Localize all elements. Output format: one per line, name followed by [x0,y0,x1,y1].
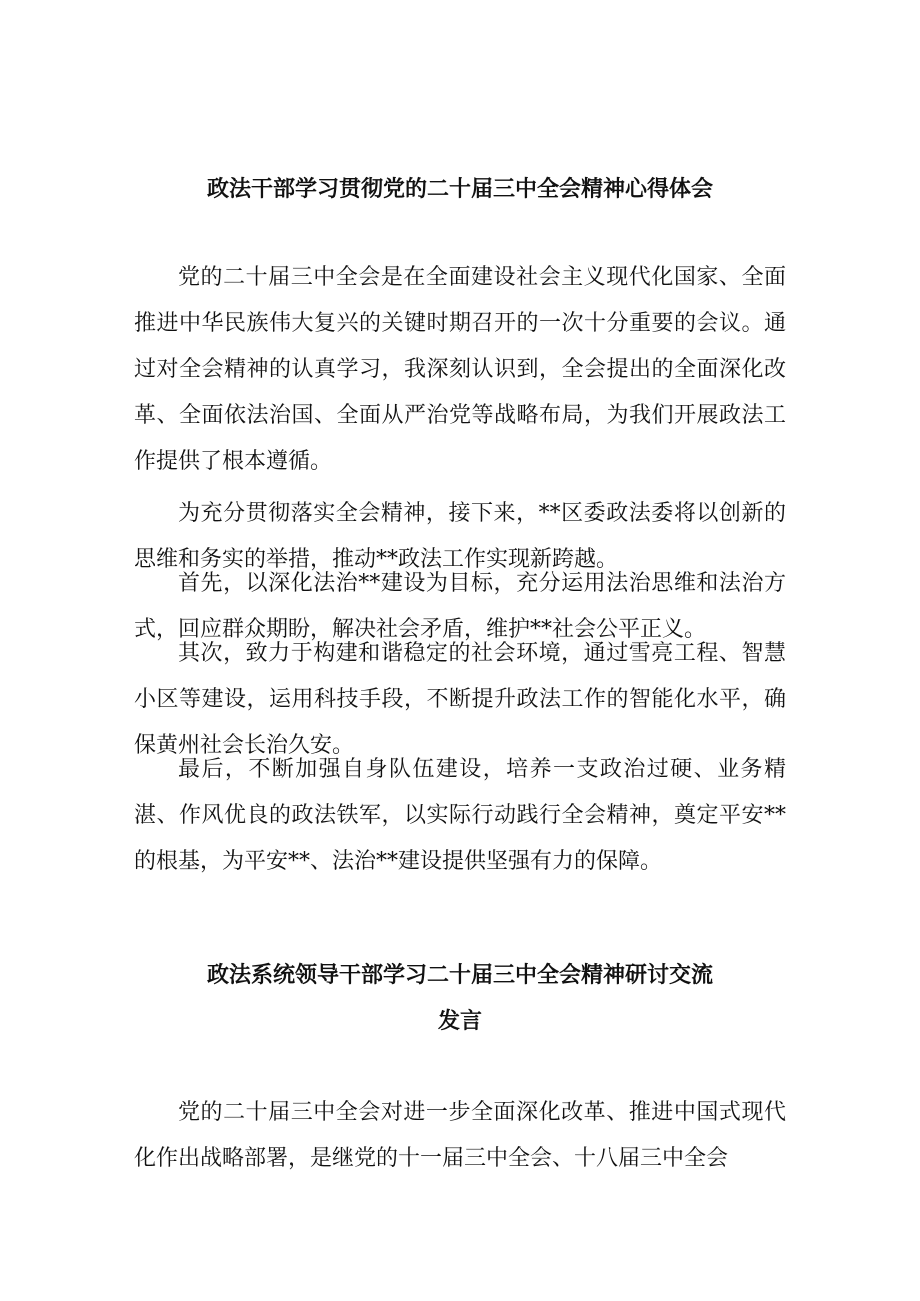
article-1-paragraph-3: 首先，以深化法治**建设为目标，充分运用法治思维和法治方式，回应群众期盼，解决社会矛盾，维护**社会公平正义。 [134,571,786,642]
article-1-paragraph-5: 最后，不断加强自身队伍建设，培养一支政治过硬、业务精湛、作风优良的政法铁军，以实际行动践行全会精神，奠定平安**的根基，为平安**、法治**建设提供坚强有力的保障。 [134,757,786,874]
article-2-title-line-2: 发言 [437,1008,482,1034]
article-2-title-line-1: 政法系统领导干部学习二十届三中全会精神研讨交流 [206,962,713,988]
article-1-paragraph-4: 其次，致力于构建和谐稳定的社会环境，通过雪亮工程、智慧小区等建设，运用科技手段，不断提升政法工作的智能化水平，确保黄州社会长治久安。 [134,641,786,758]
article-2-title [134,952,786,1044]
article-1-paragraph-1: 党的二十届三中全会是在全面建设社会主义现代化国家、全面推进中华民族伟大复兴的关键时期召开的一次十分重要的会议。通过对全会精神的认真学习，我深刻认识到，全会提出的全面深化改革、全面依法治国、全面从严治党等战略布局，为我们开展政法工作提供了根本遵循。 [134,265,786,474]
article-2-paragraph-1: 党的二十届三中全会对进一步全面深化改革、推进中国式现代化作出战略部署，是继党的十一届三中全会、十八届三中全会 [134,1100,786,1171]
article-1-paragraph-2: 为充分贯彻落实全会精神，接下来，**区委政法委将以创新的思维和务实的举措，推动**政法工作实现新跨越。 [134,501,786,572]
article-1-title: 政法干部学习贯彻党的二十届三中全会精神心得体会 [206,176,713,202]
